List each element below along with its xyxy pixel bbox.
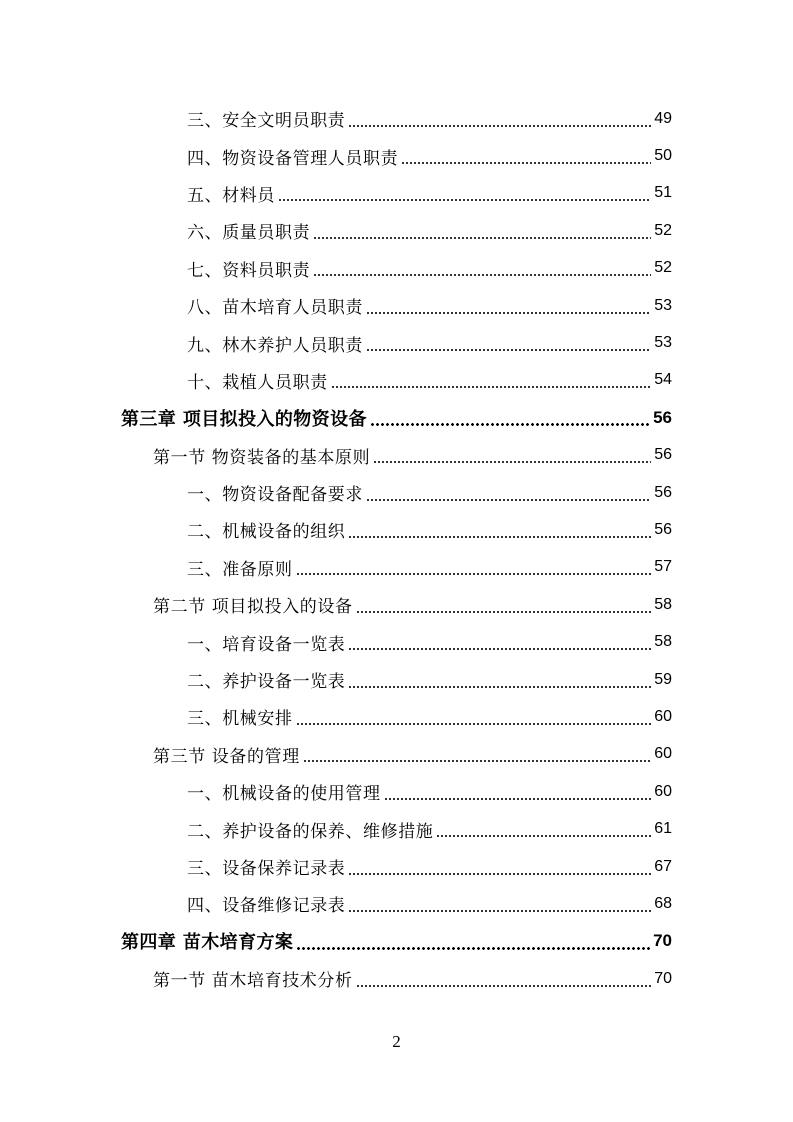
toc-entry-page-number: 60 [654,782,672,800]
toc-subsection-entry[interactable] [0,511,793,548]
toc-entry-title: 六、质量员职责 [187,223,311,244]
toc-entry-title: 一、机械设备的使用管理 [187,784,381,805]
toc-dot-leader [348,686,651,688]
toc-entry-title: 九、林木养护人员职责 [187,335,363,356]
toc-subsection-entry[interactable] [0,773,793,810]
toc-subsection-entry[interactable] [0,698,793,735]
toc-subsection-entry[interactable] [0,810,793,847]
toc-entry-title: 三、准备原则 [187,559,293,580]
page-number: 2 [392,1032,401,1051]
toc-entry-title: 一、物资设备配备要求 [187,485,363,506]
toc-chapter-entry[interactable] [0,399,793,436]
toc-dot-leader [348,910,651,912]
toc-entry-page-number: 58 [654,633,672,651]
toc-subsection-entry[interactable] [0,848,793,885]
toc-entry-title: 三、机械安排 [187,709,293,730]
toc-entry-page-number: 57 [654,558,672,576]
toc-subsection-entry[interactable] [0,474,793,511]
toc-dot-leader [348,873,651,875]
toc-subsection-entry[interactable] [0,362,793,399]
toc-section-entry[interactable] [0,437,793,474]
toc-entry-title: 第一节 苗木培育技术分析 [153,971,353,992]
toc-dot-leader [303,760,651,762]
toc-section-entry[interactable] [0,586,793,623]
toc-entry-title: 第四章 苗木培育方案 [121,932,294,954]
toc-dot-leader [401,162,651,164]
toc-entry-page-number: 68 [654,894,672,912]
toc-entry-title: 第三章 项目拟投入的物资设备 [121,408,367,430]
toc-subsection-entry[interactable] [0,250,793,287]
toc-entry-page-number: 61 [654,820,672,838]
toc-subsection-entry[interactable] [0,623,793,660]
toc-entry-title: 第二节 项目拟投入的设备 [153,597,353,618]
toc-entry-page-number: 50 [654,147,672,165]
toc-chapter-entry[interactable] [0,923,793,960]
toc-dot-leader [313,237,651,239]
toc-subsection-entry[interactable] [0,175,793,212]
toc-dot-leader [366,499,651,501]
toc-entry-page-number: 53 [654,296,672,314]
toc-entry-page-number: 56 [654,446,672,464]
toc-dot-leader [348,648,651,650]
toc-entry-page-number: 53 [654,334,672,352]
toc-subsection-entry[interactable] [0,885,793,922]
toc-entry-page-number: 60 [654,745,672,763]
toc-entry-page-number: 56 [654,483,672,501]
toc-entry-page-number: 70 [654,969,672,987]
toc-subsection-entry[interactable] [0,661,793,698]
toc-entry-page-number: 60 [654,707,672,725]
toc-entry-title: 五、材料员 [187,185,275,206]
toc-subsection-entry[interactable] [0,549,793,586]
toc-entry-title: 八、苗木培育人员职责 [187,298,363,319]
toc-entry-title: 二、养护设备一览表 [187,672,346,693]
toc-dot-leader [296,723,652,725]
toc-entry-title: 一、培育设备一览表 [187,634,346,655]
toc-dot-leader [296,573,652,575]
toc-dot-leader [384,798,652,800]
toc-dot-leader [278,199,651,201]
toc-dot-leader [373,461,651,463]
toc-entry-title: 三、安全文明员职责 [187,111,346,132]
toc-section-entry[interactable] [0,960,793,997]
toc-subsection-entry[interactable] [0,212,793,249]
toc-dot-leader [348,125,651,127]
toc-dot-leader [348,536,651,538]
toc-entry-page-number: 59 [654,670,672,688]
toc-entry-title: 第一节 物资装备的基本原则 [153,447,371,468]
toc-section-entry[interactable] [0,736,793,773]
toc-entry-page-number: 49 [654,109,672,127]
toc-dot-leader [436,835,651,837]
toc-entry-title: 四、设备维修记录表 [187,896,346,917]
toc-entry-page-number: 56 [654,520,672,538]
toc-entry-title: 三、设备保养记录表 [187,859,346,879]
toc-entry-page-number: 58 [654,595,672,613]
toc-subsection-entry[interactable] [0,287,793,324]
toc-dot-leader [366,312,651,314]
toc-dot-leader [356,985,652,987]
toc-entry-page-number: 56 [653,407,672,427]
toc-subsection-entry[interactable] [0,137,793,174]
toc-entry-title: 第三节 设备的管理 [153,746,300,767]
toc-dot-leader [313,274,651,276]
toc-entry-page-number: 52 [654,259,672,277]
toc-entry-page-number: 67 [654,857,672,875]
toc-dot-leader [366,349,651,351]
table-of-contents [0,100,793,997]
toc-subsection-entry[interactable] [0,324,793,361]
toc-entry-title: 二、养护设备的保养、维修措施 [187,821,434,842]
toc-entry-title: 四、物资设备管理人员职责 [187,148,399,169]
toc-entry-title: 二、机械设备的组织 [187,522,346,543]
toc-subsection-entry[interactable] [0,100,793,137]
toc-entry-page-number: 52 [654,221,672,239]
toc-entry-page-number: 70 [653,931,672,951]
toc-dot-leader [356,611,652,613]
toc-dot-leader [370,423,650,426]
toc-entry-page-number: 54 [654,371,672,389]
toc-dot-leader [331,386,651,388]
toc-entry-title: 十、栽植人员职责 [187,372,328,393]
toc-dot-leader [296,947,650,950]
toc-entry-title: 七、资料员职责 [187,260,311,281]
toc-entry-page-number: 51 [654,184,672,202]
